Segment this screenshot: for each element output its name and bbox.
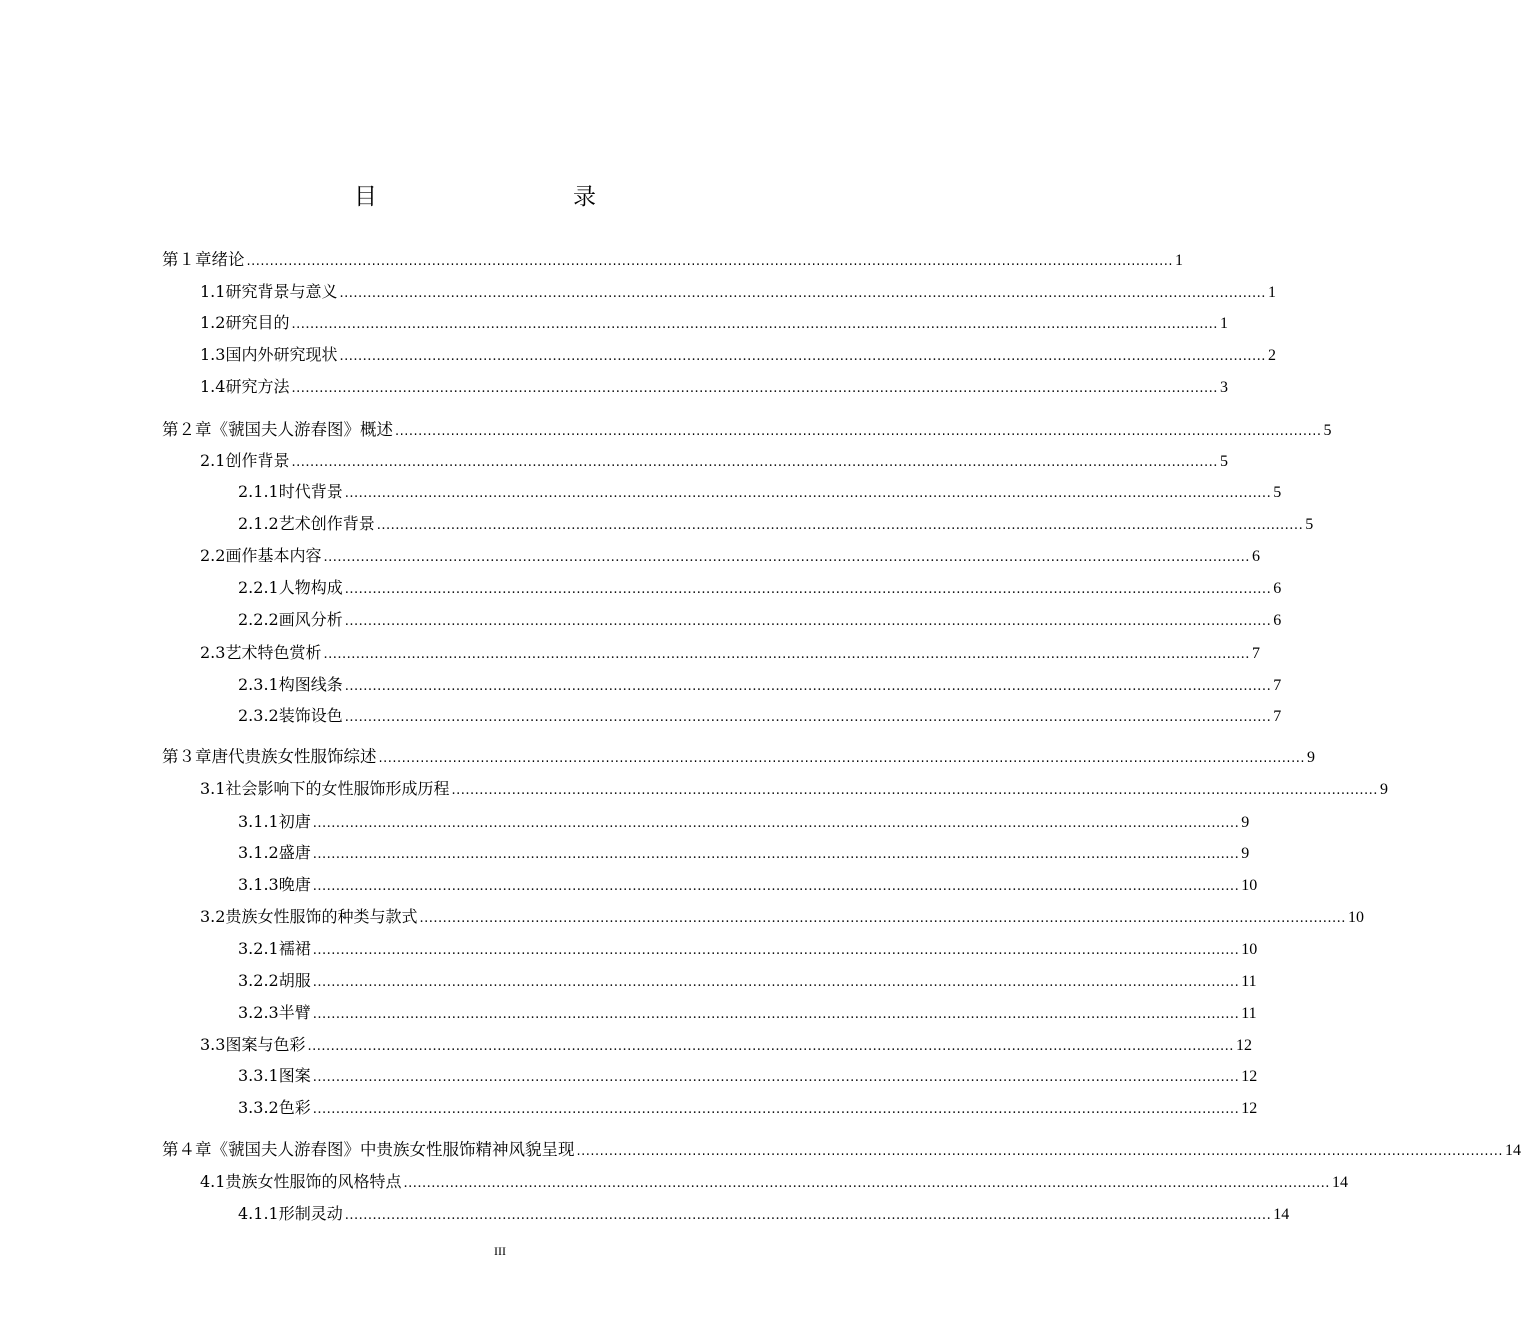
toc-entry-page: 2	[1267, 347, 1276, 364]
toc-entry-page: 7	[1273, 677, 1282, 694]
toc-entry[interactable]	[238, 1096, 1258, 1120]
toc-leader-dots: ........................................................................................................................................................................................................	[339, 349, 1266, 364]
toc-entry-number: 第１章	[162, 250, 212, 269]
toc-entry-title: 《虢国夫人游春图》中贵族女性服饰精神风貌呈现	[211, 1140, 575, 1159]
toc-entry-page: 7	[1273, 708, 1282, 725]
toc-entry-page: 1	[1219, 315, 1228, 332]
toc-leader-dots: ........................................................................................................................................................................................................	[312, 847, 1240, 862]
toc-entry-number: 1.3	[200, 345, 226, 364]
toc-leader-dots: ........................................................................................................................................................................................................	[344, 486, 1272, 501]
toc-entry-title: 构图线条	[278, 675, 343, 694]
toc-leader-dots: ........................................................................................................................................................................................................	[312, 1102, 1240, 1117]
toc-entry[interactable]	[238, 937, 1258, 961]
toc-entry-page: 9	[1379, 781, 1388, 798]
toc-entry-page: 7	[1251, 645, 1260, 662]
toc-entry-title: 襦裙	[278, 939, 311, 958]
toc-entry-number: 3.2.2	[238, 971, 279, 990]
toc-leader-dots: ........................................................................................................................................................................................................	[419, 911, 1346, 926]
toc-entry-number: 2.2.1	[238, 578, 279, 597]
toc-entry-page: 5	[1219, 453, 1228, 470]
toc-entry-number: 2.2.2	[238, 610, 279, 629]
toc-entry-number: 第４章	[162, 1140, 212, 1159]
toc-entry-title: 图案与色彩	[225, 1035, 306, 1054]
toc-entry-title: 时代背景	[278, 482, 343, 501]
toc-entry-title: 创作背景	[225, 451, 290, 470]
toc-leader-dots: ........................................................................................................................................................................................................	[312, 816, 1240, 831]
toc-leader-dots: ........................................................................................................................................................................................................	[312, 1007, 1240, 1022]
toc-entry-number: 2.1.1	[238, 482, 279, 501]
toc-entry-number: 2.2	[200, 546, 226, 565]
toc-entry-page: 9	[1241, 814, 1250, 831]
toc-entry-page: 14	[1331, 1174, 1348, 1191]
toc-entry-number: 2.1	[200, 451, 226, 470]
toc-entry[interactable]	[200, 544, 1260, 568]
toc-entry-page: 10	[1241, 941, 1258, 958]
toc-leader-dots: ........................................................................................................................................................................................................	[403, 1176, 1330, 1191]
toc-entry[interactable]	[238, 673, 1282, 697]
toc-entry-page: 10	[1241, 877, 1258, 894]
toc-entry-page: 1	[1267, 284, 1276, 301]
toc-entry[interactable]	[200, 641, 1260, 665]
toc-leader-dots: ........................................................................................................................................................................................................	[323, 550, 1250, 565]
toc-entry-title: 艺术创作背景	[278, 514, 375, 533]
toc-entry[interactable]	[200, 280, 1276, 304]
toc-entry[interactable]	[200, 1170, 1348, 1194]
toc-entry-page: 1	[1174, 252, 1183, 269]
toc-entry[interactable]	[200, 1033, 1252, 1057]
toc-entry[interactable]	[238, 841, 1250, 865]
toc-entry-number: 第３章	[162, 747, 212, 766]
toc-entry-number: 3.3.1	[238, 1066, 279, 1085]
toc-leader-dots: ........................................................................................................................................................................................................	[291, 317, 1218, 332]
toc-entry-title: 人物构成	[278, 578, 343, 597]
toc-entry-title: 研究方法	[225, 377, 290, 396]
toc-entry[interactable]	[200, 449, 1228, 473]
toc-leader-dots: ........................................................................................................................................................................................................	[339, 286, 1266, 301]
toc-entry-number: 2.3.1	[238, 675, 279, 694]
toc-entry-number: 2.3	[200, 643, 226, 662]
toc-entry[interactable]	[162, 248, 1183, 272]
toc-entry-title: 《虢国夫人游春图》概述	[211, 420, 393, 439]
toc-entry-number: 3.2.1	[238, 939, 279, 958]
toc-entry-number: 2.1.2	[238, 514, 279, 533]
toc-leader-dots: ........................................................................................................................................................................................................	[344, 679, 1272, 694]
toc-entry-title: 研究背景与意义	[225, 282, 338, 301]
toc-entry-page: 6	[1273, 612, 1282, 629]
toc-entry-page: 14	[1273, 1206, 1290, 1223]
toc-entry-title: 绪论	[211, 250, 245, 269]
toc-entry-page: 5	[1323, 422, 1332, 439]
toc-entry-page: 14	[1504, 1142, 1521, 1159]
toc-entry-number: 3.2	[200, 907, 226, 926]
toc-leader-dots: ........................................................................................................................................................................................................	[344, 1208, 1272, 1223]
toc-entry-title: 色彩	[278, 1098, 311, 1117]
toc-entry[interactable]	[238, 969, 1257, 993]
toc-entry[interactable]	[238, 480, 1282, 504]
toc-leader-dots: ........................................................................................................................................................................................................	[323, 647, 1250, 662]
toc-entry-number: 3.1.3	[238, 875, 279, 894]
toc-entry-title: 艺术特色赏析	[225, 643, 322, 662]
toc-leader-dots: ........................................................................................................................................................................................................	[344, 710, 1272, 725]
toc-entry-number: 3.3	[200, 1035, 226, 1054]
toc-entry-page: 5	[1305, 516, 1314, 533]
toc-entry-page: 6	[1273, 580, 1282, 597]
toc-entry-title: 贵族女性服饰的种类与款式	[225, 907, 418, 926]
toc-entry-number: 3.2.3	[238, 1003, 279, 1022]
toc-entry[interactable]	[238, 1064, 1258, 1088]
toc-entry-title: 装饰设色	[278, 706, 343, 725]
toc-entry-title: 形制灵动	[278, 1204, 343, 1223]
toc-entry[interactable]	[238, 512, 1314, 536]
toc-entry-page: 5	[1273, 484, 1282, 501]
toc-entry-title: 社会影响下的女性服饰形成历程	[225, 779, 450, 798]
toc-leader-dots: ........................................................................................................................................................................................................	[312, 1070, 1240, 1085]
toc-entry-title: 图案	[278, 1066, 311, 1085]
toc-entry-title: 研究目的	[225, 313, 290, 332]
toc-entry-number: 1.1	[200, 282, 226, 301]
toc-entry-number: 第２章	[162, 420, 212, 439]
toc-entry-number: 1.2	[200, 313, 226, 332]
toc-entry-title: 国内外研究现状	[225, 345, 338, 364]
toc-leader-dots: ........................................................................................................................................................................................................	[291, 455, 1218, 470]
toc-leader-dots: ........................................................................................................................................................................................................	[395, 424, 1322, 439]
toc-entry-title: 盛唐	[278, 843, 311, 862]
toc-entry-title: 胡服	[278, 971, 311, 990]
toc-entry[interactable]	[238, 704, 1282, 728]
toc-leader-dots: ........................................................................................................................................................................................................	[246, 254, 1173, 269]
toc-entry-page: 10	[1347, 909, 1364, 926]
page-title: 目 录	[354, 184, 646, 210]
toc-entry-number: 1.4	[200, 377, 226, 396]
toc-entry-title: 唐代贵族女性服饰综述	[211, 747, 377, 766]
toc-entry-page: 3	[1219, 379, 1228, 396]
toc-entry[interactable]	[200, 375, 1228, 399]
toc-leader-dots: ........................................................................................................................................................................................................	[376, 518, 1304, 533]
toc-entry[interactable]	[162, 418, 1332, 442]
toc-entry[interactable]	[200, 311, 1228, 335]
toc-entry[interactable]	[200, 777, 1388, 801]
toc-entry[interactable]	[238, 1202, 1290, 1226]
toc-leader-dots: ........................................................................................................................................................................................................	[307, 1039, 1234, 1054]
toc-entry-page: 12	[1235, 1037, 1252, 1054]
toc-entry-page: 6	[1251, 548, 1260, 565]
toc-leader-dots: ........................................................................................................................................................................................................	[451, 783, 1378, 798]
toc-entry-title: 画风分析	[278, 610, 343, 629]
toc-entry-title: 晚唐	[278, 875, 311, 894]
toc-entry-number: 3.1.1	[238, 812, 279, 831]
toc-entry-title: 半臂	[278, 1003, 311, 1022]
toc-entry[interactable]	[200, 905, 1364, 929]
toc-leader-dots: ........................................................................................................................................................................................................	[312, 879, 1240, 894]
toc-leader-dots: ........................................................................................................................................................................................................	[378, 751, 1305, 766]
toc-entry-title: 初唐	[278, 812, 311, 831]
toc-entry[interactable]	[238, 576, 1282, 600]
toc-entry-page: 9	[1241, 845, 1250, 862]
toc-entry-number: 4.1	[200, 1172, 226, 1191]
toc-entry-page: 11	[1241, 1005, 1257, 1022]
toc-entry-page: 12	[1241, 1068, 1258, 1085]
toc-entry-page: 9	[1306, 749, 1315, 766]
toc-entry-number: 2.3.2	[238, 706, 279, 725]
toc-entry[interactable]	[162, 1138, 1521, 1162]
toc-entry[interactable]	[162, 745, 1315, 769]
toc-leader-dots: ........................................................................................................................................................................................................	[291, 381, 1218, 396]
toc-leader-dots: ........................................................................................................................................................................................................	[576, 1144, 1503, 1159]
toc-entry[interactable]	[238, 873, 1258, 897]
toc-entry-page: 11	[1241, 973, 1257, 990]
toc-entry-number: 3.1	[200, 779, 226, 798]
toc-entry[interactable]	[238, 810, 1250, 834]
toc-entry-title: 贵族女性服饰的风格特点	[225, 1172, 402, 1191]
toc-entry[interactable]	[200, 343, 1276, 367]
toc-entry-number: 3.1.2	[238, 843, 279, 862]
toc-entry-title: 画作基本内容	[225, 546, 322, 565]
page-number-footer: III	[494, 1244, 506, 1258]
toc-leader-dots: ........................................................................................................................................................................................................	[344, 582, 1272, 597]
toc-entry[interactable]	[238, 1001, 1257, 1025]
toc-entry-page: 12	[1241, 1100, 1258, 1117]
toc-entry[interactable]	[238, 608, 1282, 632]
toc-entry-number: 3.3.2	[238, 1098, 279, 1117]
toc-leader-dots: ........................................................................................................................................................................................................	[344, 614, 1272, 629]
toc-leader-dots: ........................................................................................................................................................................................................	[312, 975, 1240, 990]
toc-entry-number: 4.1.1	[238, 1204, 279, 1223]
toc-leader-dots: ........................................................................................................................................................................................................	[312, 943, 1240, 958]
